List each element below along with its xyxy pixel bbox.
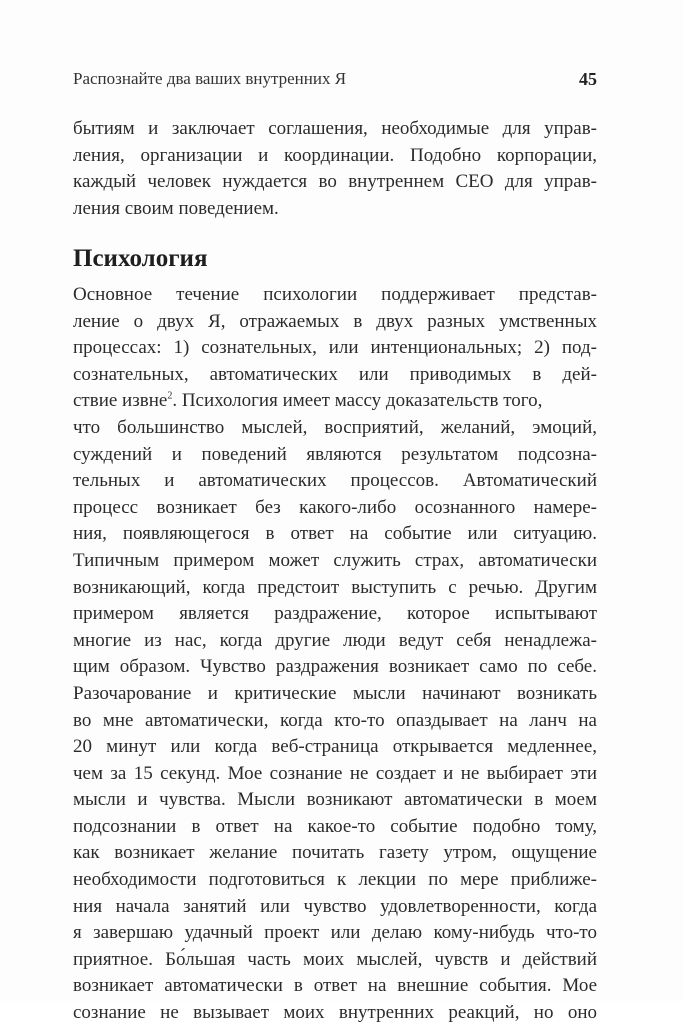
page-number: 45	[579, 69, 597, 89]
continuation-paragraph	[73, 116, 597, 222]
section-paragraph	[73, 282, 597, 1027]
text-line: ления своим поведением.	[73, 197, 279, 219]
text-line: я завершаю удачный проект или делаю кому-нибудь что-то	[73, 922, 597, 944]
text-line: сознательных, автоматических или приводимых в дей-	[73, 363, 597, 385]
text-fragment: . Психология имеет массу доказательств того,	[172, 390, 543, 412]
text-line: мысли и чувства. Мысли возникают автоматически в моем	[73, 789, 597, 811]
text-line: приятное. Бо́льшая часть моих мыслей, чувств и действий	[73, 948, 597, 970]
text-line: подсознании в ответ на какое-то событие подобно тому,	[73, 815, 597, 837]
text-line: ния, появляющегося в ответ на событие или ситуацию.	[73, 523, 597, 545]
text-line: тельных и автоматических процессов. Автоматический	[73, 470, 597, 492]
text-line: сознание не вызывает моих внутренних реакций, но оно	[73, 1002, 597, 1024]
text-line: процесс возникает без какого-либо осознанного намере-	[73, 496, 597, 518]
text-line: возникает автоматически в ответ на внешние события. Мое	[73, 975, 597, 997]
text-line: Разочарование и критические мысли начинают возникать	[73, 682, 597, 704]
text-fragment: ствие извне	[73, 390, 168, 412]
text-line: ление о двух Я, отражаемых в двух разных умственных	[73, 310, 597, 332]
text-line: процессах: 1) сознательных, или интенциональных; 2) под-	[73, 337, 597, 359]
text-line: необходимости подготовиться к лекции по мере приближе-	[73, 869, 597, 891]
text-line: Типичным примером может служить страх, автоматически	[73, 549, 597, 571]
text-line: каждый человек нуждается во внутреннем СЕО для управ-	[73, 171, 597, 193]
text-line: что большинство мыслей, восприятий, желаний, эмоций,	[73, 416, 597, 438]
text-line: возникающий, когда предстоит выступить с речью. Другим	[73, 576, 597, 598]
text-line: примером является раздражение, которое испытывают	[73, 603, 597, 625]
running-title: Распознайте два ваших внутренних Я	[73, 69, 347, 88]
text-line: чем за 15 секунд. Мое сознание не создает и не выбирает эти	[73, 762, 597, 784]
text-line: Основное течение психологии поддерживает представ-	[73, 284, 597, 305]
footnote-marker[interactable]: 2	[167, 391, 173, 403]
text-line: 20 минут или когда веб-страница открывается медленнее,	[73, 736, 597, 758]
text-line: ния начала занятий или чувство удовлетворенности, когда	[73, 895, 597, 917]
text-line: во мне автоматически, когда кто-то опаздывает на ланч на	[73, 709, 597, 731]
text-line: бытиям и заключает соглашения, необходимые для управ-	[73, 118, 597, 139]
running-header	[73, 68, 597, 90]
text-line: как возникает желание почитать газету утром, ощущение	[73, 842, 597, 864]
section-heading: Психология	[73, 245, 208, 272]
text-line: суждений и поведений являются результатом подсозна-	[73, 443, 597, 465]
text-line-with-footnote	[73, 388, 597, 415]
text-line: ления, организации и координации. Подобно корпорации,	[73, 144, 597, 166]
text-line: многие из нас, когда другие люди ведут себя ненадлежа-	[73, 629, 597, 651]
text-line: щим образом. Чувство раздражения возникает само по себе.	[73, 656, 597, 678]
